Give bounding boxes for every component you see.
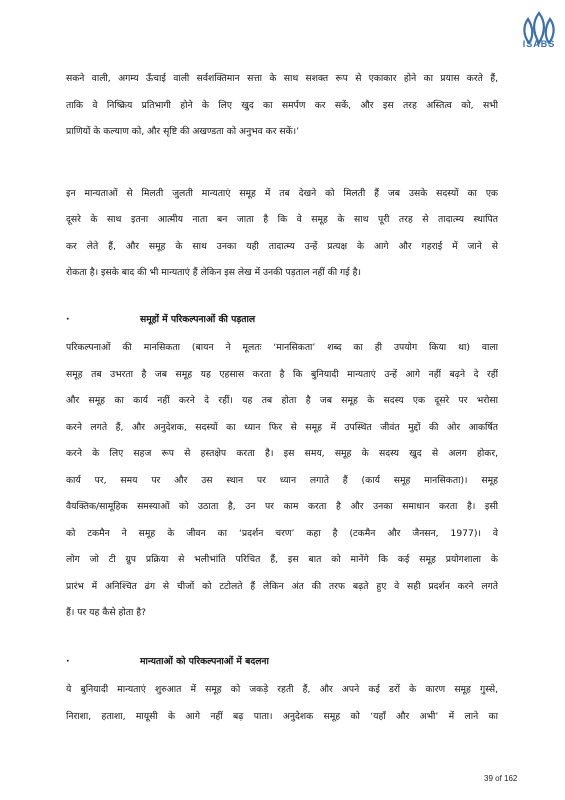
text-line: हैं। पर यह कैसे होता है?	[66, 607, 147, 618]
bullet: ·	[66, 313, 70, 325]
text-line: निराशा, हताशा, मायूसी के आगे नहीं बढ़ पाता। अनुदेशक समूह को ‘यहाँ और अभी’ में लाने का	[66, 710, 498, 722]
text-line: को टकमैन ने समूह के जीवन का ‘प्रदर्शन चरण’ कहा है (टकमैन और जैनसन, 1977)। वे	[66, 527, 498, 539]
text-line: प्राणियों के कल्याण को, और सृष्टि की अखण्डता को अनुभव कर सकें।’	[66, 126, 300, 137]
paragraph	[66, 677, 498, 730]
text-line: इन मान्यताओं से मिलती जुलती मान्यताएं समूह में तब देखने को मिलती हैं जब उसके सदस्यों का एक	[66, 187, 498, 199]
text-line: सकने वाली, अगम्य ऊँचाई वाली सर्वशक्तिमान सत्ता के साथ सशक्त रूप से एकाकार होने का प्रयास करते हैं,	[66, 73, 498, 84]
paragraph	[66, 181, 498, 287]
text-line: रोकता है। इसके बाद की भी मान्यताएं हैं लेकिन इस लेख में उनकी पड़ताल नहीं की गई है।	[66, 267, 361, 278]
text-line: कार्य पर, समय पर और उस स्थान पर ध्यान लगाते हैं (कार्य समूह मानसिकता)। समूह	[66, 474, 498, 486]
section-heading-row	[66, 649, 498, 676]
text-line: दूसरे के साथ इतना आत्मीय नाता बन जाता है कि वे समूह के साथ पूरी तरह से तादात्म्य स्थापित	[66, 214, 498, 225]
paragraph	[66, 335, 498, 627]
document-body	[66, 66, 498, 730]
section-heading: मान्यताओं को परिकल्पनाओं में बदलना	[140, 655, 269, 667]
section-heading: समूहों में परिकल्पनाओं की पड़ताल	[140, 313, 256, 325]
text-line: प्रारंभ में अनिश्चित ढंग से चीजों को टटोलते हैं लेकिन अंत की तरफ बढ़ते हुए वे सही प्रदर्शन करने लगते	[66, 580, 498, 592]
text-line: करने लगते हैं, और अनुदेशक, सदस्यों का ध्यान फिर से समूह में उपस्थित जीवंत मुद्दों की ओर आकर्षित	[66, 421, 498, 433]
page-number: 39 of 162	[484, 774, 518, 783]
text-line: करने के लिए सहज रूप से हस्तक्षेप करता है। इस समय, समूह के सदस्य खुद से अलग होकर,	[66, 448, 498, 459]
text-line: कर लेते हैं, और समूह के साथ उनका यही तादात्म्य उन्हें प्रत्यक्ष के आगे और गहराई में जाने से	[66, 240, 498, 252]
text-line: ताकि वे निष्क्रिय प्रतिभागी होने के लिए खुद का समर्पण कर सकें, और इस तरह अस्तित्व को, सभी	[66, 99, 498, 111]
text-line: परिकल्पनाओं की मानसिकता (बायन ने मूलतः ‘मानसिकता’ शब्द का ही उपयोग किया था) वाला	[66, 342, 498, 353]
text-line: लोग जो टी ग्रुप प्रक्रिया से भलीभांति परिचित हैं, इस बात को मानेंगे कि कई समूह प्रयोगशाला के	[66, 554, 498, 565]
text-line: ये बुनियादी मान्यताएं शुरुआत में समूह को जकड़े रहती हैं, और अपने कई डरों के कारण समूह गुस्से,	[66, 684, 498, 695]
paragraph	[66, 66, 498, 146]
text-line: समूह तब उभरता है जब समूह यह एहसास करता है कि बुनियादी मान्यताएं उन्हें आगे नहीं बढ़ने दे रहीं	[66, 368, 498, 380]
text-line: और समूह का कार्य नहीं करने दे रहीं। यह तब होता है जब समूह के सदस्य एक दूसरे पर भरोसा	[66, 395, 498, 406]
text-line: वैयक्तिक/सामूहिक समस्याओं को उठाता है, उन पर काम करता है और उनका समाधान करता है। इसी	[66, 501, 498, 512]
section-heading-row	[66, 307, 498, 334]
bullet: ·	[66, 655, 70, 667]
logo-text: ISABS	[522, 39, 556, 49]
